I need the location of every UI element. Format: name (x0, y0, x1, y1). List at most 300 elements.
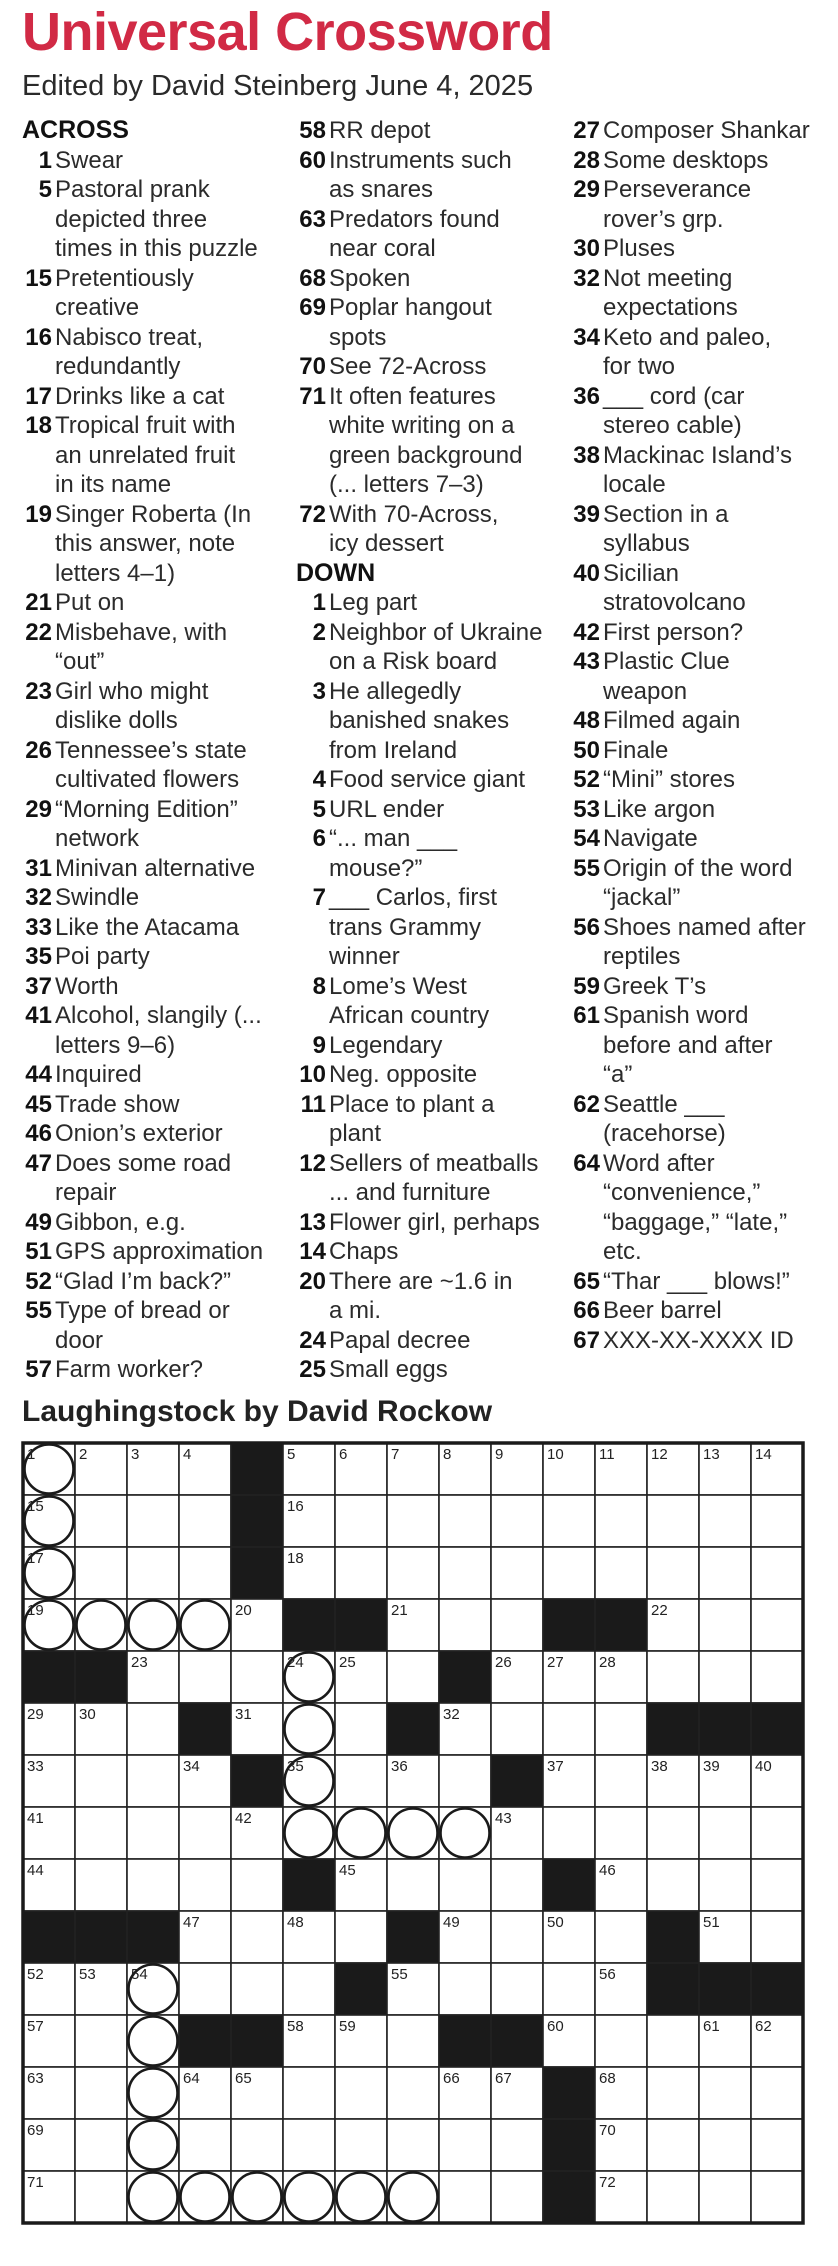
clue-item[interactable] (570, 1267, 832, 1297)
grid-cell[interactable] (283, 1963, 335, 2015)
clue-item[interactable] (296, 1060, 558, 1090)
clue-number: 31 (25, 854, 52, 882)
grid-cell[interactable] (283, 2119, 335, 2171)
grid-cell[interactable] (179, 1859, 231, 1911)
clue-text-line: Put on (55, 589, 125, 616)
cell-number: 67 (495, 2070, 512, 2087)
grid-cell[interactable] (439, 1755, 491, 1807)
grid-block (647, 1911, 699, 1963)
grid-cell[interactable] (699, 1547, 751, 1599)
grid-cell[interactable] (647, 2015, 699, 2067)
cell-number: 6 (339, 1446, 348, 1463)
cell-number: 26 (495, 1654, 512, 1671)
grid-cell[interactable] (179, 1547, 231, 1599)
clue-text-line: Lome’s West (329, 972, 467, 1000)
grid-cell[interactable] (751, 1599, 803, 1651)
cell-number: 69 (27, 2122, 44, 2139)
grid-cell[interactable] (439, 1963, 491, 2015)
clue-item[interactable] (22, 942, 284, 972)
cell-number: 51 (703, 1914, 720, 1931)
clue-number: 66 (573, 1297, 600, 1324)
clue-item[interactable] (22, 1119, 284, 1149)
cell-number: 54 (131, 1966, 148, 1983)
clue-number: 48 (573, 707, 600, 734)
clue-item[interactable] (296, 146, 558, 205)
grid-cell[interactable] (231, 1651, 283, 1703)
cell-number: 49 (443, 1914, 460, 1931)
clue-item[interactable] (570, 795, 832, 825)
grid-cell[interactable] (595, 1807, 647, 1859)
clue-text (329, 1031, 558, 1061)
grid-cell[interactable] (699, 2171, 751, 2223)
clue-text-line: depicted three (55, 205, 208, 233)
clue-text (55, 854, 284, 884)
grid-cell[interactable] (491, 1963, 543, 2015)
grid-cell[interactable] (647, 1807, 699, 1859)
clue-text (55, 972, 284, 1002)
clue-text (329, 1237, 558, 1267)
grid-cell[interactable] (127, 1547, 179, 1599)
clue-item[interactable] (22, 382, 284, 412)
grid-cell[interactable] (439, 1495, 491, 1547)
clue-text-line: “convenience,” (603, 1179, 761, 1206)
clue-item[interactable] (296, 1149, 558, 1208)
clue-item[interactable] (296, 1326, 558, 1356)
clue-item[interactable] (22, 500, 284, 589)
cell-number: 71 (27, 2174, 44, 2191)
clue-item[interactable] (22, 1208, 284, 1238)
grid-cell[interactable] (751, 1495, 803, 1547)
grid-block (699, 1963, 751, 2015)
clue-number: 54 (573, 825, 600, 852)
grid-cell[interactable] (595, 1911, 647, 1963)
clue-item[interactable] (296, 972, 558, 1031)
grid-block (335, 1599, 387, 1651)
clue-item[interactable] (296, 293, 558, 352)
clue-text (329, 883, 558, 972)
clue-item[interactable] (570, 1090, 832, 1149)
clue-text-line: Nabisco treat, (55, 323, 204, 351)
grid-block (543, 1599, 595, 1651)
clue-text-line: door (55, 1326, 104, 1354)
grid-cell[interactable] (335, 1755, 387, 1807)
clue-item[interactable] (296, 677, 558, 766)
clue-number: 30 (573, 235, 600, 262)
grid-cell[interactable] (387, 2015, 439, 2067)
clue-item[interactable] (22, 1060, 284, 1090)
clue-text (55, 1001, 284, 1060)
grid-cell[interactable] (491, 1547, 543, 1599)
clue-item[interactable] (22, 972, 284, 1002)
grid-cell[interactable] (179, 1495, 231, 1547)
grid-cell[interactable] (231, 1963, 283, 2015)
grid-cell[interactable] (75, 2015, 127, 2067)
clue-text (329, 1090, 558, 1149)
grid-cell[interactable] (595, 1755, 647, 1807)
clue-item[interactable] (570, 441, 832, 500)
clue-item[interactable] (296, 382, 558, 500)
grid-block (387, 1911, 439, 1963)
clue-item[interactable] (570, 1326, 832, 1356)
grid-cell[interactable] (75, 1547, 127, 1599)
grid-cell[interactable] (699, 2119, 751, 2171)
grid-cell[interactable] (491, 1495, 543, 1547)
clue-number: 45 (25, 1090, 52, 1118)
clue-item[interactable] (22, 175, 284, 264)
grid-cell[interactable] (543, 1495, 595, 1547)
cell-number: 20 (235, 1602, 252, 1619)
clue-item[interactable] (22, 1267, 284, 1297)
down-heading: DOWN (296, 558, 376, 587)
grid-cell[interactable] (179, 1651, 231, 1703)
grid-cell[interactable] (647, 2171, 699, 2223)
grid-cell[interactable] (543, 1807, 595, 1859)
clue-item[interactable] (570, 972, 832, 1002)
grid-cell[interactable] (179, 1807, 231, 1859)
clue-text-line: “Morning Edition” (55, 795, 238, 823)
clue-text-line: Pluses (603, 235, 676, 262)
clue-number: 40 (573, 559, 600, 587)
grid-cell[interactable] (75, 1859, 127, 1911)
clue-item[interactable] (296, 1208, 558, 1238)
clue-item[interactable] (570, 264, 832, 323)
clue-number: 5 (312, 795, 326, 823)
clue-item[interactable] (22, 736, 284, 795)
clue-number: 18 (25, 412, 52, 439)
grid-cell[interactable] (127, 1755, 179, 1807)
grid-cell[interactable] (335, 1547, 387, 1599)
grid-cell[interactable] (491, 1703, 543, 1755)
clue-number: 52 (25, 1267, 52, 1295)
clue-item[interactable] (22, 264, 284, 323)
clue-item[interactable] (22, 913, 284, 943)
clue-text-line: Sellers of meatballs (329, 1149, 539, 1177)
clue-text (603, 765, 832, 795)
clue-item[interactable] (22, 1237, 284, 1267)
clue-text-line: Type of bread or (55, 1297, 230, 1324)
clue-text-line: winner (329, 943, 400, 970)
clue-item[interactable] (296, 1031, 558, 1061)
clue-text (55, 942, 284, 972)
clue-item[interactable] (570, 559, 832, 618)
clue-number: 28 (573, 146, 600, 174)
clue-text-line: Does some road (55, 1149, 232, 1177)
grid-cell[interactable] (387, 2067, 439, 2119)
grid-cell[interactable] (491, 1911, 543, 1963)
grid-cell[interactable] (491, 1859, 543, 1911)
grid-cell[interactable] (387, 2119, 439, 2171)
clue-text (55, 411, 284, 500)
clue-item[interactable] (570, 706, 832, 736)
clue-text-line: cultivated flowers (55, 766, 240, 793)
grid-cell[interactable] (75, 1807, 127, 1859)
clue-item[interactable] (296, 588, 558, 618)
clue-item[interactable] (296, 883, 558, 972)
grid-cell[interactable] (491, 2119, 543, 2171)
grid-cell[interactable] (699, 1651, 751, 1703)
grid-cell[interactable] (647, 1547, 699, 1599)
grid-cell[interactable] (647, 1495, 699, 1547)
clue-text-line: times in this puzzle (55, 235, 258, 262)
clue-text-line: for two (603, 353, 676, 380)
grid-cell[interactable] (751, 1911, 803, 1963)
grid-cell[interactable] (439, 1599, 491, 1651)
clue-item[interactable] (570, 824, 832, 854)
clue-item[interactable] (570, 500, 832, 559)
clue-number: 41 (25, 1002, 52, 1029)
grid-cell[interactable] (335, 2067, 387, 2119)
grid-cell[interactable] (699, 2067, 751, 2119)
grid-cell[interactable] (439, 1547, 491, 1599)
clue-item[interactable] (22, 323, 284, 382)
grid-cell[interactable] (127, 1859, 179, 1911)
clue-text-line: Leg part (329, 589, 418, 616)
clue-item[interactable] (570, 1149, 832, 1267)
clue-item[interactable] (570, 1296, 832, 1326)
clue-text-line: “... man ___ (329, 825, 458, 852)
clue-item[interactable] (570, 854, 832, 913)
clue-number: 27 (573, 117, 600, 144)
grid-cell[interactable] (595, 2015, 647, 2067)
clue-item[interactable] (22, 588, 284, 618)
grid-block (491, 1755, 543, 1807)
clue-text-line: reptiles (603, 943, 681, 970)
grid-cell[interactable] (75, 2119, 127, 2171)
clue-item[interactable] (296, 500, 558, 559)
clue-item[interactable] (570, 234, 832, 264)
clue-text (55, 736, 284, 795)
clue-text-line: It often features (329, 382, 496, 410)
grid-cell[interactable] (127, 1807, 179, 1859)
clue-item[interactable] (570, 116, 832, 146)
clue-text (603, 116, 832, 146)
clue-item[interactable] (22, 795, 284, 854)
cell-number: 48 (287, 1914, 304, 1931)
grid-cell[interactable] (75, 1495, 127, 1547)
grid-cell[interactable] (75, 2171, 127, 2223)
clue-item[interactable] (22, 1090, 284, 1120)
clue-text-line: Food service giant (329, 766, 526, 793)
clue-text-line: There are ~1.6 in (329, 1267, 513, 1295)
grid-cell[interactable] (699, 1807, 751, 1859)
grid-cell[interactable] (387, 1859, 439, 1911)
clue-item[interactable] (22, 618, 284, 677)
clue-item[interactable] (570, 382, 832, 441)
clue-item[interactable] (22, 1296, 284, 1355)
cell-number: 64 (183, 2070, 200, 2087)
clue-text-line: rover’s grp. (603, 205, 724, 233)
grid-cell[interactable] (231, 1911, 283, 1963)
clue-number: 13 (299, 1208, 326, 1236)
cell-number: 44 (27, 1862, 44, 1879)
clue-text-line: With 70-Across, (329, 500, 499, 528)
grid-cell[interactable] (127, 1703, 179, 1755)
grid-cell[interactable] (439, 1859, 491, 1911)
clue-item[interactable] (22, 677, 284, 736)
grid-cell[interactable] (335, 2119, 387, 2171)
grid-cell[interactable] (751, 1651, 803, 1703)
grid-block (439, 2015, 491, 2067)
clue-text (603, 146, 832, 176)
clue-text-line: Like argon (603, 795, 716, 823)
clue-item[interactable] (570, 323, 832, 382)
cell-number: 53 (79, 1966, 96, 1983)
clue-text (603, 441, 832, 500)
puzzle-title: Laughingstock by David Rockow (22, 1395, 493, 1428)
clue-item[interactable] (296, 824, 558, 883)
crossword-grid[interactable] (20, 1440, 818, 2238)
clue-text-line: locale (603, 471, 666, 498)
clue-item[interactable] (570, 736, 832, 766)
clue-item[interactable] (296, 352, 558, 382)
grid-cell[interactable] (647, 1859, 699, 1911)
clue-text (603, 323, 832, 382)
clue-item[interactable] (570, 913, 832, 972)
grid-cell[interactable] (751, 2171, 803, 2223)
grid-block (699, 1703, 751, 1755)
clue-text-line: an unrelated fruit (55, 441, 236, 469)
clue-item[interactable] (22, 883, 284, 913)
clue-text (55, 146, 284, 176)
clue-text-line: Chaps (329, 1238, 399, 1265)
clue-text (329, 795, 558, 825)
clue-item[interactable] (296, 205, 558, 264)
cell-number: 33 (27, 1758, 44, 1775)
clue-number: 60 (299, 146, 326, 174)
clue-text-line: trans Grammy (329, 913, 482, 941)
grid-cell[interactable] (179, 1963, 231, 2015)
clue-text (603, 1296, 832, 1326)
grid-cell[interactable] (751, 1859, 803, 1911)
grid-cell[interactable] (595, 1495, 647, 1547)
clue-item[interactable] (296, 765, 558, 795)
clue-item[interactable] (22, 146, 284, 176)
clue-number: 50 (573, 736, 600, 764)
grid-cell[interactable] (335, 1495, 387, 1547)
clue-text-line: “Thar ___ blows!” (603, 1267, 790, 1295)
grid-cell[interactable] (751, 2067, 803, 2119)
clue-number: 49 (25, 1208, 52, 1236)
clue-item[interactable] (570, 175, 832, 234)
clue-text-line: as snares (329, 176, 434, 203)
grid-cell[interactable] (647, 2067, 699, 2119)
grid-cell[interactable] (335, 1911, 387, 1963)
grid-cell[interactable] (231, 1859, 283, 1911)
clue-text (329, 1149, 558, 1208)
clue-item[interactable] (22, 411, 284, 500)
clue-number: 53 (573, 795, 600, 823)
clue-text-line: Papal decree (329, 1326, 471, 1354)
clue-text-line: Alcohol, slangily (... (55, 1002, 262, 1029)
clue-item[interactable] (296, 1355, 558, 1385)
grid-block (491, 2015, 543, 2067)
clue-item[interactable] (296, 1267, 558, 1326)
grid-cell[interactable] (491, 1599, 543, 1651)
grid-cell[interactable] (595, 1703, 647, 1755)
clue-item[interactable] (296, 795, 558, 825)
grid-cell[interactable] (387, 1651, 439, 1703)
grid-cell[interactable] (387, 1495, 439, 1547)
clue-item[interactable] (570, 647, 832, 706)
grid-cell[interactable] (231, 2119, 283, 2171)
grid-cell[interactable] (387, 1547, 439, 1599)
grid-cell[interactable] (699, 1859, 751, 1911)
cell-number: 11 (599, 1446, 615, 1463)
grid-cell[interactable] (127, 1495, 179, 1547)
clue-item[interactable] (296, 116, 558, 146)
grid-cell[interactable] (439, 2171, 491, 2223)
clue-text (55, 1119, 284, 1149)
clue-item[interactable] (296, 618, 558, 677)
cell-number: 21 (391, 1602, 408, 1619)
clue-text-line: near coral (329, 235, 436, 262)
clue-text-line: “Mini” stores (603, 766, 736, 793)
clue-number: 1 (312, 589, 326, 616)
grid-cell[interactable] (543, 1547, 595, 1599)
clue-text-line: Shoes named after (603, 913, 806, 941)
grid-cell[interactable] (179, 2119, 231, 2171)
grid-cell[interactable] (751, 1807, 803, 1859)
grid-cell[interactable] (543, 1963, 595, 2015)
clue-number: 26 (25, 736, 52, 764)
grid-cell[interactable] (335, 1703, 387, 1755)
cell-number: 12 (651, 1446, 668, 1463)
grid-cell[interactable] (647, 2119, 699, 2171)
clue-item[interactable] (296, 264, 558, 294)
cell-number: 40 (755, 1758, 772, 1775)
clue-text (55, 264, 284, 323)
clue-text (55, 1060, 284, 1090)
clue-text-line: Farm worker? (55, 1356, 204, 1383)
cell-number: 23 (131, 1654, 148, 1671)
grid-cell[interactable] (75, 2067, 127, 2119)
clue-text (55, 1355, 284, 1385)
clue-item[interactable] (22, 854, 284, 884)
grid-cell[interactable] (647, 1651, 699, 1703)
clue-item[interactable] (570, 146, 832, 176)
cell-number: 28 (599, 1654, 616, 1671)
clue-item[interactable] (570, 1001, 832, 1090)
grid-cell[interactable] (699, 1495, 751, 1547)
grid-cell[interactable] (751, 2119, 803, 2171)
grid-cell[interactable] (491, 2171, 543, 2223)
cell-number: 60 (547, 2018, 564, 2035)
grid-cell[interactable] (75, 1755, 127, 1807)
clue-item[interactable] (22, 1001, 284, 1060)
clue-item[interactable] (22, 1149, 284, 1208)
clue-text-line: stereo cable) (603, 412, 742, 439)
clue-item[interactable] (296, 1237, 558, 1267)
grid-cell[interactable] (439, 2119, 491, 2171)
clue-text-line: before and after (603, 1031, 773, 1059)
grid-cell[interactable] (543, 1703, 595, 1755)
clue-item[interactable] (570, 765, 832, 795)
grid-block (231, 1755, 283, 1807)
grid-block (179, 2015, 231, 2067)
clue-text (603, 559, 832, 618)
grid-cell[interactable] (751, 1547, 803, 1599)
clue-column-3 (570, 116, 832, 1355)
cell-number: 50 (547, 1914, 564, 1931)
clue-text (55, 795, 284, 854)
clue-item[interactable] (570, 618, 832, 648)
clue-item[interactable] (296, 1090, 558, 1149)
clue-item[interactable] (22, 1355, 284, 1385)
clue-text (329, 382, 558, 500)
grid-cell[interactable] (595, 1547, 647, 1599)
grid-cell[interactable] (283, 2067, 335, 2119)
grid-cell[interactable] (699, 1599, 751, 1651)
